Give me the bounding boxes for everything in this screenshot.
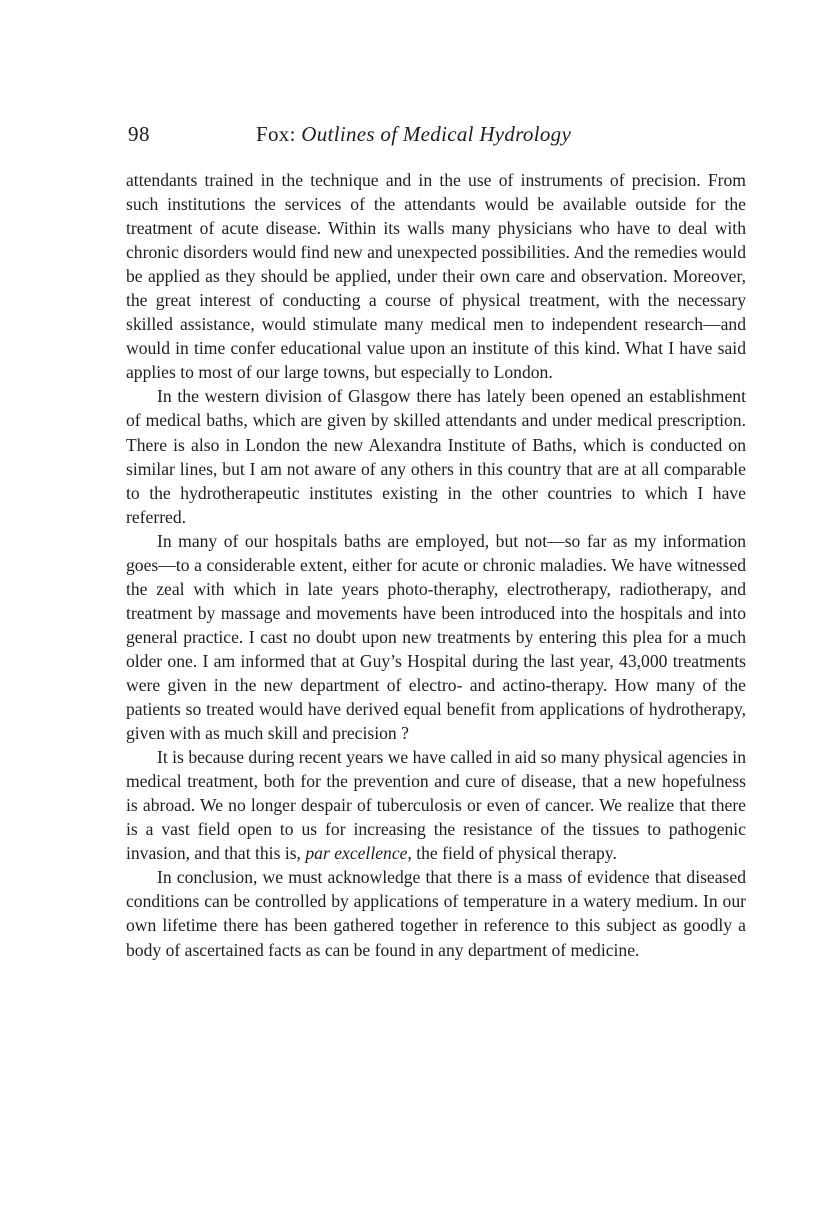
running-title	[256, 122, 571, 147]
paragraph-conclusion: In conclusion, we must acknowledge that there is a mass of evidence that diseased conditions can be controlled by applications of temperature in a watery medium. In our own lifetime there has been gathered together in reference to this subject as goodly a body of ascertained facts as can be found in any department of medicine.	[126, 867, 746, 960]
paragraph-hospital-baths: In many of our hospitals baths are employed, but not—so far as my information goes—to a considerable extent, either for acute or chronic maladies. We have witnessed the zeal with which in late years photo-theraphy, electrotherapy, radiotherapy, and treatment by massage and movements have been introduced into the hospitals and into general practice. I cast no doubt upon new treatments by entering this plea for a much older one. I am informed that at Guy’s Hospital during the last year, 43,000 treatments were given in the new department of electro- and actino-therapy. How many of the patients so treated would have derived equal benefit from applications of hydrotherapy, given with as much skill and precision ?	[126, 530, 746, 744]
body-text	[126, 168, 746, 962]
paragraph-physical-agencies	[126, 745, 746, 865]
header-separator: :	[289, 122, 296, 146]
header-book-title: Outlines of Medical Hydrology	[301, 122, 572, 146]
paragraph-physical-agencies-text: It is because during recent years we have called in aid so many physical agencies in medical treatment, both for the prevention and cure of disease, that a new hopefulness is abroad. We no longer despair of tuberculosis or even of cancer. We realize that there is a vast field open to us for increasing the resistance of the tissues to pathogenic invasion, and that this is,	[126, 747, 746, 864]
page-number: 98	[128, 122, 150, 146]
paragraph-continued: attendants trained in the technique and in the use of instruments of precision. From such institutions the services of the attendants would be available outside for the treatment of acute disease. Within its walls many physicians who have to deal with chronic disorders would find new and unexpected possibilities. And the remedies would be applied as they should be applied, under their own care and observation. Moreover, the great interest of conducting a course of physical treatment, with the necessary skilled assistance, would stimulate many medical men to independent research—and would in time confer educational value upon an institute of this kind. What I have said applies to most of our large towns, but especially to London.	[126, 170, 746, 383]
header-author: Fox	[256, 122, 290, 146]
running-header	[128, 122, 744, 152]
emphasis-par-excellence: par excellence	[305, 843, 408, 864]
paragraph-glasgow-baths: In the western division of Glasgow there has lately been opened an establishment of medical baths, which are given by skilled attendants and under medical prescription. There is also in London the new Alexandra Institute of Baths, which is conducted on similar lines, but I am not aware of any others in this country that are at all comparable to the hydrotherapeutic institutes existing in the other countries to which I have referred.	[126, 386, 746, 527]
paragraph-physical-agencies-end: , the field of physical therapy.	[407, 843, 617, 864]
